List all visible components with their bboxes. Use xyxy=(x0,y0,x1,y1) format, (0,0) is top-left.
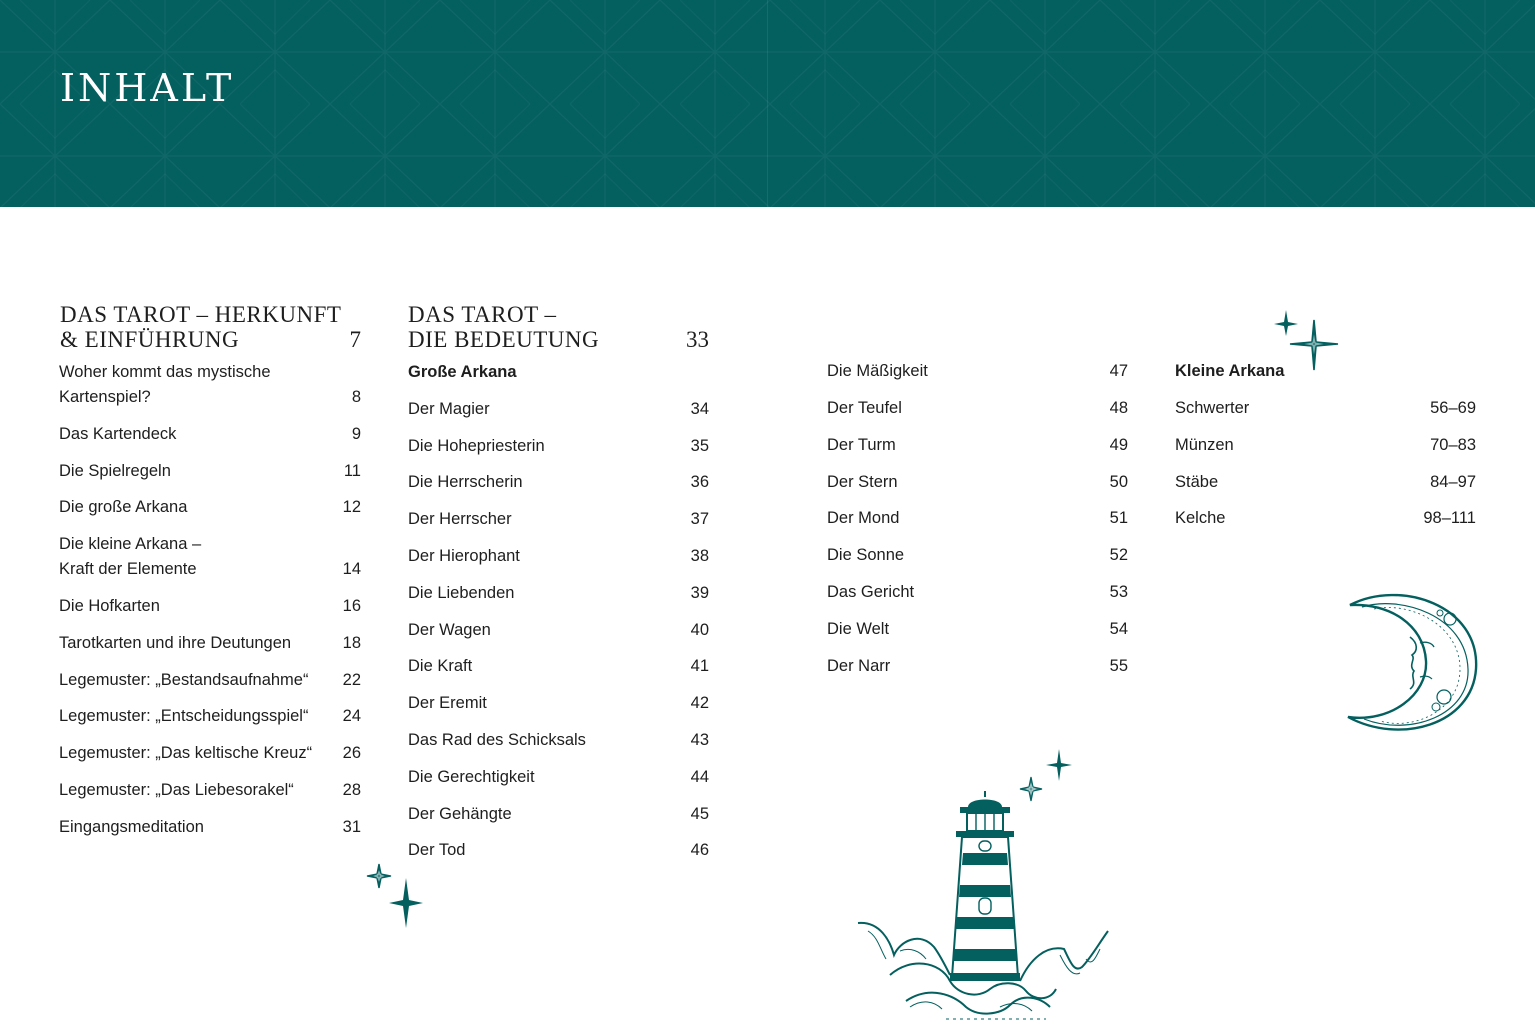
section-page-number: 33 xyxy=(686,327,709,352)
toc-entry xyxy=(408,765,709,790)
toc-entry-label: Die große Arkana xyxy=(59,498,188,516)
section-title-herkunft xyxy=(60,302,350,352)
toc-entry xyxy=(59,594,361,619)
subheading-grosse-arkana: Große Arkana xyxy=(408,363,517,381)
toc-entry xyxy=(827,617,1128,642)
toc-entry-page: 8 xyxy=(351,388,361,406)
crescent-moon-face-icon xyxy=(1340,585,1482,737)
toc-entry xyxy=(59,815,361,840)
toc-entry-label: Die Herrscherin xyxy=(408,473,523,491)
toc-entry-label: Der Narr xyxy=(827,657,891,675)
toc-entry-page: 49 xyxy=(1109,436,1128,454)
toc-entry-label: Der Turm xyxy=(827,436,896,454)
toc-entry xyxy=(1175,396,1476,421)
section-title-line: DAS TAROT – HERKUNFT xyxy=(60,302,342,327)
toc-entry-label: Der Teufel xyxy=(827,399,902,417)
toc-entry xyxy=(408,397,709,422)
sparkle-star-icon xyxy=(1274,308,1344,374)
section-page-number: 7 xyxy=(349,327,361,352)
toc-entry-page: 98–111 xyxy=(1423,509,1476,527)
toc-entry-label: Der Hierophant xyxy=(408,547,520,565)
toc-entry-page: 26 xyxy=(342,744,361,762)
toc-entry-label: Die Hohepriesterin xyxy=(408,437,545,455)
toc-entry-label: Der Stern xyxy=(827,473,898,491)
toc-entry-page: 18 xyxy=(342,634,361,652)
section-title-line: DAS TAROT – xyxy=(408,302,557,327)
toc-entry-label: Die Liebenden xyxy=(408,584,515,602)
toc-entry xyxy=(59,360,361,410)
toc-entry xyxy=(827,470,1128,495)
toc-entry-page: 44 xyxy=(690,768,709,786)
toc-entry-page: 55 xyxy=(1109,657,1128,675)
toc-entry xyxy=(59,459,361,484)
toc-entry-label: Münzen xyxy=(1175,436,1234,454)
subheading-kleine-arkana: Kleine Arkana xyxy=(1175,362,1285,380)
toc-entry xyxy=(1175,433,1476,458)
toc-entry-label: Kelche xyxy=(1175,509,1226,527)
toc-entry-page: 14 xyxy=(342,560,361,578)
toc-entry-page: 56–69 xyxy=(1430,399,1476,417)
toc-entry xyxy=(59,704,361,729)
toc-entry-label: Der Gehängte xyxy=(408,805,512,823)
toc-entry-page: 35 xyxy=(690,437,709,455)
toc-entry-page: 28 xyxy=(342,781,361,799)
toc-entry xyxy=(827,654,1128,679)
toc-entry xyxy=(59,495,361,520)
toc-entry-label: Woher kommt das mystische Kartenspiel? xyxy=(59,363,271,406)
toc-entry xyxy=(59,532,361,582)
page-title: INHALT xyxy=(60,66,235,110)
toc-entry xyxy=(408,507,709,532)
toc-entry-label: Eingangsmeditation xyxy=(59,818,204,836)
toc-entry-label: Der Tod xyxy=(408,841,466,859)
page-gutter xyxy=(767,0,768,207)
toc-entry-page: 54 xyxy=(1109,620,1128,638)
toc-entry-page: 22 xyxy=(342,671,361,689)
toc-entry-page: 36 xyxy=(690,473,709,491)
toc-entry-page: 12 xyxy=(342,498,361,516)
toc-entry-label: Die Spielregeln xyxy=(59,462,171,480)
toc-entry-page: 31 xyxy=(342,818,361,836)
toc-entry-page: 50 xyxy=(1109,473,1128,491)
toc-entry-label: Die Hofkarten xyxy=(59,597,160,615)
toc-entry xyxy=(408,618,709,643)
toc-entry-label: Der Magier xyxy=(408,400,490,418)
toc-entry xyxy=(827,433,1128,458)
toc-entry-page: 41 xyxy=(690,657,709,675)
toc-entry xyxy=(1175,506,1476,531)
toc-entry-page: 70–83 xyxy=(1430,436,1476,454)
toc-entry-page: 51 xyxy=(1109,509,1128,527)
toc-entry-label: Die kleine Arkana – Kraft der Elemente xyxy=(59,535,202,578)
toc-entry xyxy=(408,434,709,459)
toc-entry-page: 39 xyxy=(690,584,709,602)
toc-entry-label: Legemuster: „Entscheidungsspiel“ xyxy=(59,707,309,725)
toc-entry xyxy=(408,544,709,569)
toc-entry-page: 37 xyxy=(690,510,709,528)
toc-entry-page: 42 xyxy=(690,694,709,712)
toc-entry-page: 45 xyxy=(690,805,709,823)
toc-entry xyxy=(408,802,709,827)
toc-entry xyxy=(827,543,1128,568)
toc-entry-page: 43 xyxy=(690,731,709,749)
toc-entry-label: Der Mond xyxy=(827,509,900,527)
toc-entry-label: Das Kartendeck xyxy=(59,425,177,443)
toc-entry xyxy=(408,581,709,606)
toc-entry xyxy=(1175,470,1476,495)
toc-entry-page: 9 xyxy=(351,425,361,443)
toc-entry xyxy=(59,741,361,766)
toc-entry-page: 53 xyxy=(1109,583,1128,601)
toc-entry xyxy=(59,422,361,447)
toc-entry-label: Der Eremit xyxy=(408,694,487,712)
section-title-line: & EINFÜHRUNG xyxy=(60,327,240,352)
toc-entry-label: Die Kraft xyxy=(408,657,473,675)
toc-entry xyxy=(827,359,1128,384)
toc-entry-label: Legemuster: „Bestandsaufnahme“ xyxy=(59,671,309,689)
toc-entry-page: 38 xyxy=(690,547,709,565)
toc-entry xyxy=(827,580,1128,605)
toc-entry-label: Das Gericht xyxy=(827,583,915,601)
toc-entry xyxy=(827,396,1128,421)
toc-entry xyxy=(408,654,709,679)
lighthouse-waves-icon xyxy=(850,745,1115,1023)
toc-entry xyxy=(408,470,709,495)
toc-entry-page: 48 xyxy=(1109,399,1128,417)
section-title-bedeutung xyxy=(408,302,668,352)
toc-entry xyxy=(59,631,361,656)
toc-entry-label: Die Welt xyxy=(827,620,890,638)
toc-entry-label: Legemuster: „Das Liebesorakel“ xyxy=(59,781,294,799)
toc-entry-page: 84–97 xyxy=(1430,473,1476,491)
toc-entry-page: 11 xyxy=(343,462,361,480)
toc-entry-page: 52 xyxy=(1109,546,1128,564)
toc-entry-page: 24 xyxy=(342,707,361,725)
toc-entry-label: Der Wagen xyxy=(408,621,491,639)
toc-entry xyxy=(408,691,709,716)
toc-entry-label: Legemuster: „Das keltische Kreuz“ xyxy=(59,744,313,762)
toc-entry-page: 40 xyxy=(690,621,709,639)
toc-entry-label: Der Herrscher xyxy=(408,510,512,528)
header-banner xyxy=(0,0,1535,207)
toc-entry-page: 46 xyxy=(690,841,709,859)
toc-entry-page: 34 xyxy=(690,400,709,418)
sparkle-star-icon xyxy=(364,860,428,932)
toc-entry-page: 47 xyxy=(1109,362,1128,380)
toc-entry xyxy=(408,838,709,863)
toc-entry xyxy=(59,778,361,803)
toc-entry xyxy=(827,506,1128,531)
toc-entry-label: Das Rad des Schicksals xyxy=(408,731,586,749)
toc-entry-label: Die Sonne xyxy=(827,546,905,564)
toc-entry xyxy=(59,668,361,693)
toc-entry-label: Die Gerechtigkeit xyxy=(408,768,535,786)
toc-entry-label: Stäbe xyxy=(1175,473,1219,491)
toc-entry-page: 16 xyxy=(342,597,361,615)
section-title-line: DIE BEDEUTUNG xyxy=(408,327,600,352)
toc-entry-label: Tarotkarten und ihre Deutungen xyxy=(59,634,292,652)
toc-entry xyxy=(408,728,709,753)
toc-entry-label: Die Mäßigkeit xyxy=(827,362,928,380)
toc-entry-label: Schwerter xyxy=(1175,399,1250,417)
